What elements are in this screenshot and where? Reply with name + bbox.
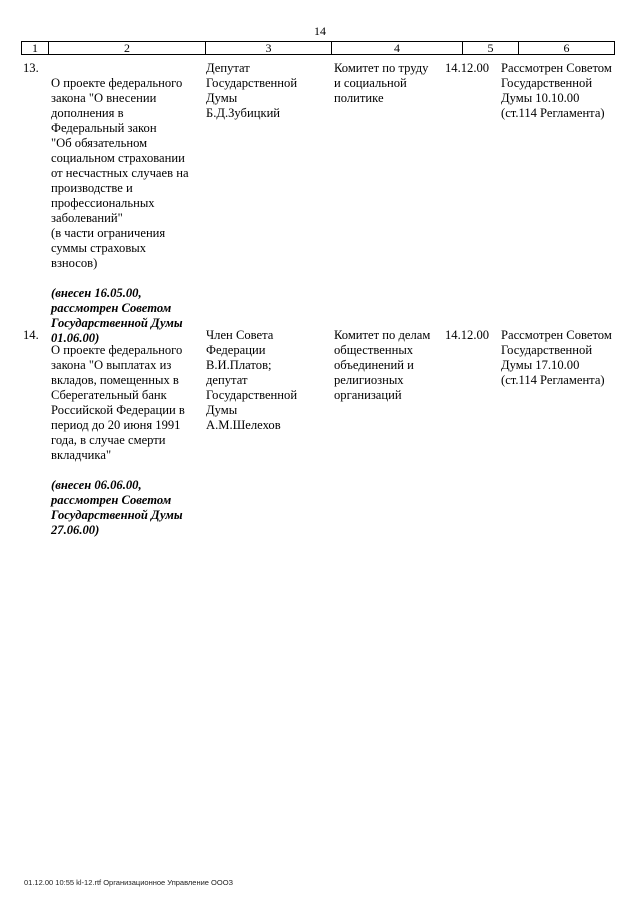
bill-committee: Комитет по делам общественных объединений и религиозных организаций — [334, 328, 431, 402]
bill-note: (внесен 16.05.00, рассмотрен Советом Государственной Думы 01.06.00) — [51, 286, 183, 345]
page-number: 14 — [314, 24, 326, 38]
header-col-3: 3 — [205, 42, 331, 54]
bill-date: 14.12.00 — [445, 61, 490, 75]
bill-date: 14.12.00 — [445, 328, 490, 342]
header-col-1: 1 — [32, 41, 38, 55]
row-number: 13. — [23, 61, 39, 75]
row-number: 14. — [23, 328, 39, 342]
bill-status: Рассмотрен Советом Государственной Думы 10.10.00 (ст.114 Регламента) — [501, 61, 612, 120]
bill-committee: Комитет по труду и социальной политике — [334, 61, 429, 105]
bill-title: О проекте федерального закона "О выплатах из вкладов, помещенных в Сберегательный банк Российской Федерации в период до 20 июня 1991 года, в случае смерти вкладчика" — [51, 343, 185, 462]
document-footer: 01.12.00 10:55 kl-12.rtf Организационное Управление ОООЗ — [24, 878, 234, 887]
table-header — [21, 41, 615, 55]
bill-author: Член Совета Федерации В.И.Платов; депутат Государственной Думы А.М.Шелехов — [206, 328, 298, 432]
bill-title-cell — [51, 61, 211, 361]
header-col-5: 5 — [462, 42, 518, 54]
bill-note: (внесен 06.06.00, рассмотрен Советом Государственной Думы 27.06.00) — [51, 478, 183, 537]
bill-title: О проекте федерального закона "О внесении дополнения в Федеральный закон "Об обязательном социальном страховании от несчастных случаев на производстве и профессиональных заболеваний" (в части ограничения суммы страховых взносов) — [51, 76, 189, 270]
header-col-6: 6 — [518, 42, 614, 54]
bill-author: Депутат Государственной Думы Б.Д.Зубицкий — [206, 61, 298, 120]
header-col-4: 4 — [331, 42, 462, 54]
bill-status: Рассмотрен Советом Государственной Думы 17.10.00 (ст.114 Регламента) — [501, 328, 612, 387]
bill-title-cell — [51, 328, 211, 553]
header-col-2: 2 — [48, 42, 205, 54]
